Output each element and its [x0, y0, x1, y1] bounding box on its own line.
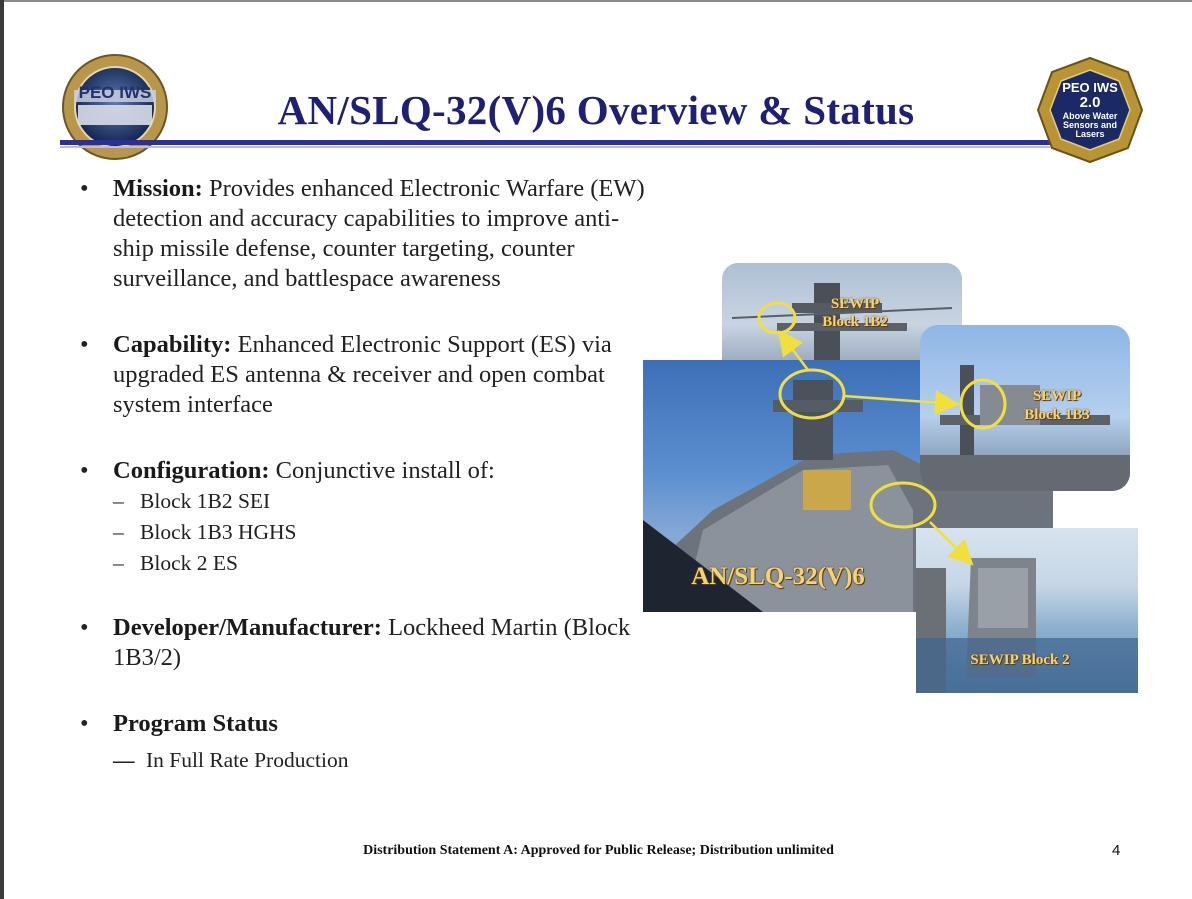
bullet-dot: •: [80, 457, 89, 484]
top-border: [0, 0, 1192, 2]
caption-block-2: SEWIP Block 2: [970, 652, 1070, 668]
bullet-mission: [80, 174, 645, 294]
caption-block-1b2-line1: SEWIP: [830, 296, 880, 312]
title-rule: [60, 140, 1050, 145]
bullet-dot: •: [80, 614, 89, 641]
bullet-dot: •: [80, 331, 89, 358]
caption-block-1b2-line2: Block 1B2: [822, 314, 888, 330]
logo-right-line3: Above Water: [1062, 111, 1118, 121]
config-item: – Block 1B3 HGHS: [113, 520, 297, 544]
config-item-text: Block 1B2 SEI: [140, 489, 271, 513]
peo-iws-2-badge-icon: [1036, 56, 1144, 164]
bullet-capability-label: Capability:: [113, 331, 232, 358]
bullet-dot: •: [80, 175, 89, 202]
caption-main: AN/SLQ-32(V)6: [691, 563, 865, 590]
bullet-developer: [80, 613, 645, 673]
distribution-statement: Distribution Statement A: Approved for Public Release; Distribution unlimited: [363, 843, 834, 858]
bullet-capability: [80, 330, 645, 420]
config-item: – Block 2 ES: [113, 551, 238, 575]
logo-right-line1: PEO IWS: [1062, 80, 1118, 95]
caption-block-1b2: [800, 295, 910, 331]
bullet-mission-text: Provides enhanced Electronic Warfare (EW) detection and accuracy capabilities to improve anti-ship missile defense, counter targeting, counter surveillance, and battlespace awareness: [113, 175, 645, 292]
config-item-text: Block 2 ES: [140, 551, 238, 575]
title-rule-shadow: [60, 146, 1050, 148]
bullet-configuration-label: Configuration:: [113, 457, 270, 484]
logo-right-line2: 2.0: [1079, 94, 1101, 111]
page-title: AN/SLQ-32(V)6 Overview & Status: [277, 87, 915, 133]
page-number: 4: [1112, 842, 1121, 859]
bullet-configuration: [80, 456, 645, 486]
bullet-developer-label: Developer/Manufacturer:: [113, 614, 382, 641]
caption-block-1b3-line1: SEWIP: [1032, 388, 1082, 404]
bullet-status-label: Program Status: [113, 710, 278, 737]
bullet-configuration-text: Conjunctive install of:: [269, 457, 495, 484]
bullet-status: [80, 709, 645, 739]
logo-right-line4: Sensors and: [1062, 120, 1118, 130]
config-item-text: Block 1B3 HGHS: [140, 520, 297, 544]
caption-block-1b3-line2: Block 1B3: [1024, 407, 1090, 423]
status-item: — In Full Rate Production: [113, 748, 349, 772]
bullet-capability-text: Enhanced Electronic Support (ES) via upgraded ES antenna & receiver and open combat system interface: [113, 331, 612, 418]
bullet-dot: •: [80, 710, 89, 737]
caption-block-1b3: [1002, 387, 1112, 425]
config-item: – Block 1B2 SEI: [113, 489, 271, 513]
bullet-developer-text: Lockheed Martin (Block 1B3/2): [113, 614, 631, 671]
bullet-list: [80, 174, 645, 776]
left-border: [0, 0, 4, 899]
logo-left-text: PEO IWS: [78, 83, 152, 102]
logo-right-line5: Lasers: [1075, 129, 1105, 139]
bullet-mission-label: Mission:: [113, 175, 203, 202]
status-item-text: In Full Rate Production: [146, 748, 349, 772]
